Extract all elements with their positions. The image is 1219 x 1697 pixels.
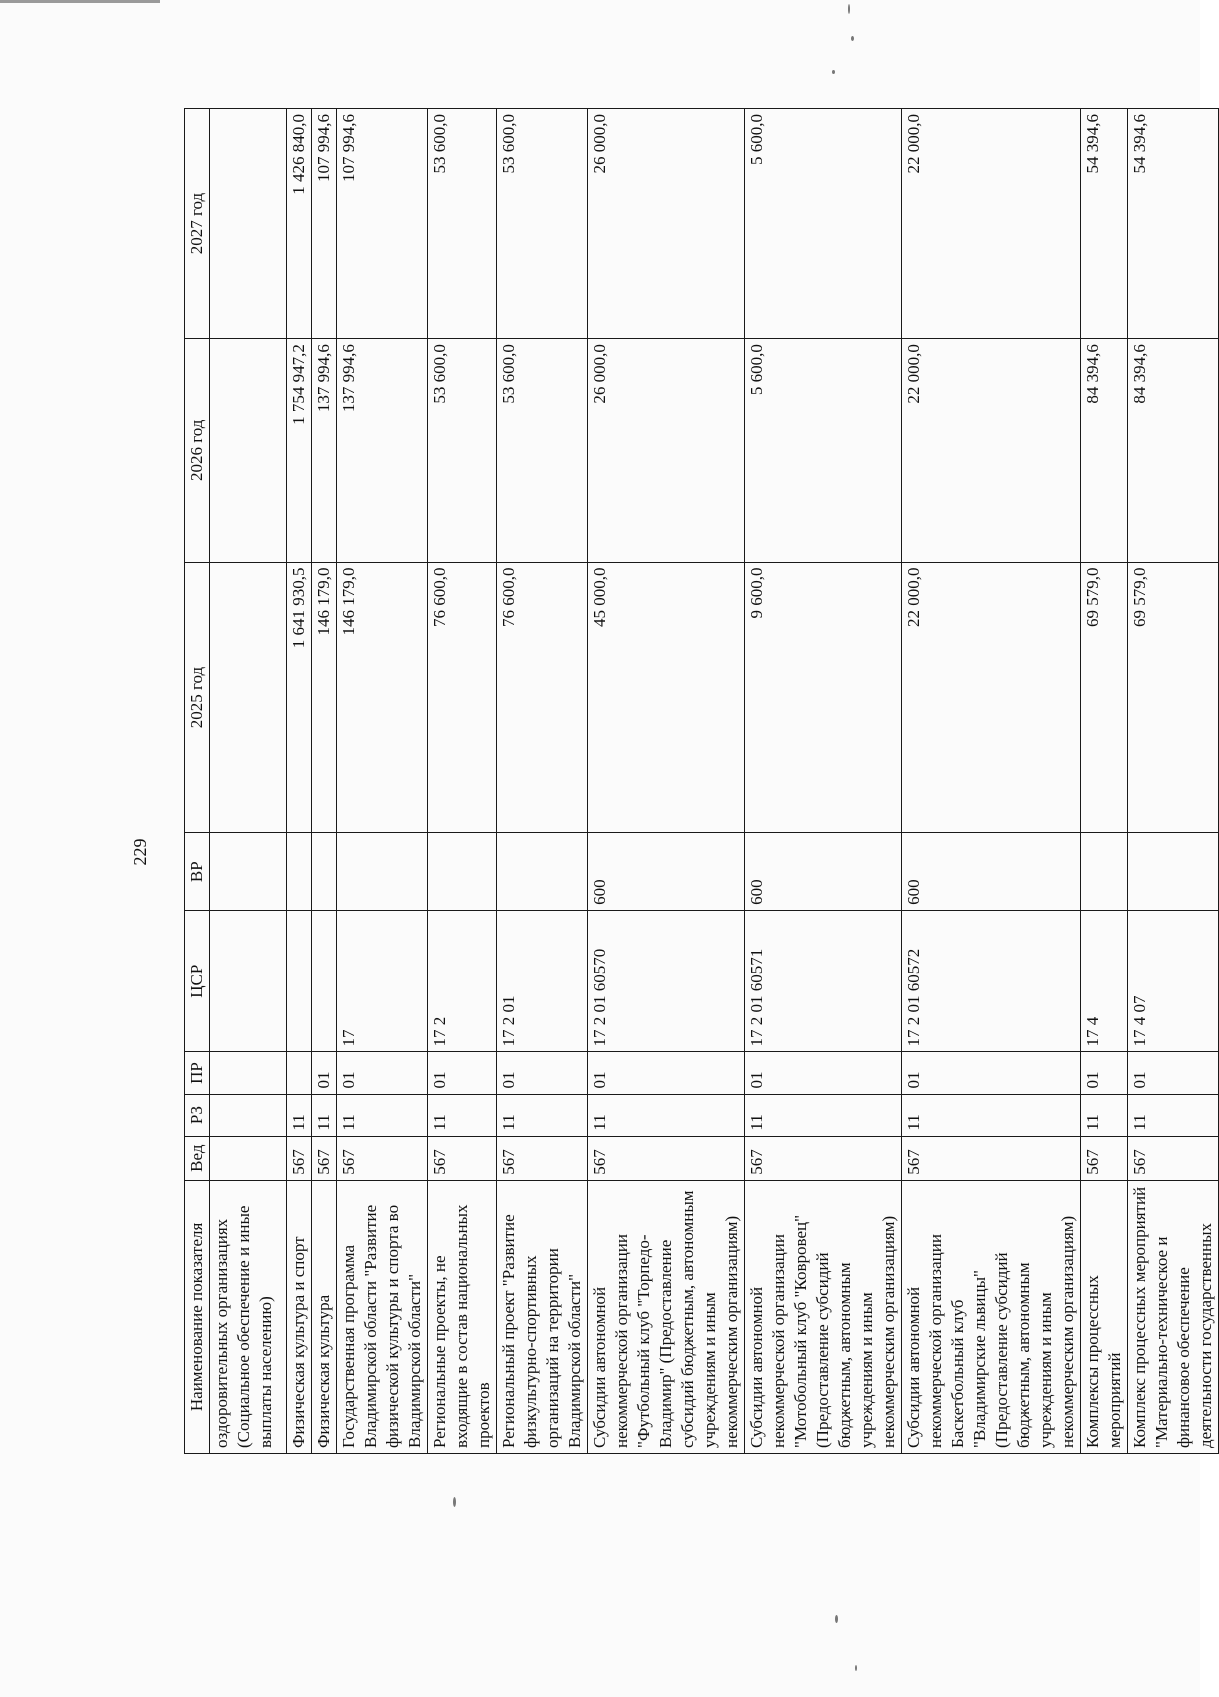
cell-rz: 11 — [497, 1094, 588, 1136]
cell-name: Субсидии автономной некоммерческой организации "Мотобольный клуб "Ковровец" (Предоставление субсидий бюджетным, автономным учреждениям и иным некоммерческим организациям) — [745, 1180, 902, 1453]
cell-ved: 567 — [588, 1136, 745, 1180]
cell-csr: 17 2 — [428, 910, 497, 1052]
cell-ved: 567 — [902, 1136, 1081, 1180]
cell-y2027 — [210, 109, 287, 339]
cell-name: Государственная программа Владимирской области "Развитие физической культуры и спорта во Владимирской области" — [337, 1180, 428, 1453]
cell-y2027: 26 000,0 — [588, 109, 745, 339]
cell-y2027: 54 394,6 — [1128, 109, 1219, 339]
cell-y2025: 146 179,0 — [337, 562, 428, 833]
cell-y2026: 5 600,0 — [745, 339, 902, 562]
cell-pr: 01 — [428, 1052, 497, 1094]
cell-csr: 17 2 01 60572 — [902, 910, 1081, 1052]
cell-vr: 600 — [588, 833, 745, 910]
cell-y2027: 107 994,6 — [337, 109, 428, 339]
cell-y2026: 53 600,0 — [497, 339, 588, 562]
cell-vr — [337, 833, 428, 910]
table-row — [1081, 109, 1128, 1454]
cell-pr: 01 — [745, 1052, 902, 1094]
scan-edge-line — [0, 0, 160, 3]
cell-y2026: 22 000,0 — [902, 339, 1081, 562]
cell-y2026: 53 600,0 — [428, 339, 497, 562]
cell-y2025: 22 000,0 — [902, 562, 1081, 833]
table-row — [337, 109, 428, 1454]
table-row — [902, 109, 1081, 1454]
table-row — [287, 109, 312, 1454]
cell-y2027: 53 600,0 — [497, 109, 588, 339]
table-row — [588, 109, 745, 1454]
cell-ved: 567 — [428, 1136, 497, 1180]
cell-pr — [287, 1052, 312, 1094]
cell-y2027: 1 426 840,0 — [287, 109, 312, 339]
cell-vr — [287, 833, 312, 910]
cell-ved: 567 — [287, 1136, 312, 1180]
table-row — [1128, 109, 1219, 1454]
cell-y2027: 5 600,0 — [745, 109, 902, 339]
cell-name: Региональные проекты, не входящие в состав национальных проектов — [428, 1180, 497, 1453]
table-row — [312, 109, 337, 1454]
cell-ved — [210, 1136, 287, 1180]
budget-table-container — [184, 108, 1215, 1454]
table-row — [745, 109, 902, 1454]
table-row — [428, 109, 497, 1454]
scan-speck — [851, 36, 854, 41]
cell-y2025: 146 179,0 — [312, 562, 337, 833]
cell-csr — [287, 910, 312, 1052]
cell-rz: 11 — [1081, 1094, 1128, 1136]
header-vr: ВР — [185, 833, 210, 910]
table-row — [210, 109, 287, 1454]
cell-ved: 567 — [337, 1136, 428, 1180]
cell-name: Субсидии автономной некоммерческой организации "Футбольный клуб "Торпедо-Владимир" (Предоставление субсидий бюджетным, автономным учреждениям и иным некоммерческим организациям) — [588, 1180, 745, 1453]
cell-y2025: 76 600,0 — [428, 562, 497, 833]
cell-y2025: 9 600,0 — [745, 562, 902, 833]
cell-y2026: 137 994,6 — [337, 339, 428, 562]
cell-csr — [210, 910, 287, 1052]
page-number: 229 — [130, 838, 150, 866]
cell-name: Комплексы процессных мероприятий — [1081, 1180, 1128, 1453]
cell-y2027: 54 394,6 — [1081, 109, 1128, 339]
cell-vr — [1128, 833, 1219, 910]
cell-rz: 11 — [312, 1094, 337, 1136]
header-rz: РЗ — [185, 1094, 210, 1136]
cell-rz: 11 — [287, 1094, 312, 1136]
budget-table — [184, 108, 1219, 1454]
cell-csr: 17 2 01 60571 — [745, 910, 902, 1052]
cell-vr — [210, 833, 287, 910]
cell-vr — [312, 833, 337, 910]
cell-name: Субсидии автономной некоммерческой организации Баскетбольный клуб "Владимирские львицы" (Предоставление субсидий бюджетным, автономным учреждениям и иным некоммерческим организациям) — [902, 1180, 1081, 1453]
cell-pr: 01 — [1081, 1052, 1128, 1094]
cell-rz: 11 — [337, 1094, 428, 1136]
cell-pr: 01 — [337, 1052, 428, 1094]
table-row — [497, 109, 588, 1454]
cell-rz: 11 — [588, 1094, 745, 1136]
cell-y2025: 76 600,0 — [497, 562, 588, 833]
cell-name: оздоровительных организациях (Социальное обеспечение и иные выплаты населению) — [210, 1180, 287, 1453]
cell-csr: 17 2 01 60570 — [588, 910, 745, 1052]
header-2026: 2026 год — [185, 339, 210, 562]
cell-name: Физическая культура и спорт — [287, 1180, 312, 1453]
cell-rz — [210, 1094, 287, 1136]
scan-speck — [835, 1615, 838, 1623]
cell-ved: 567 — [1081, 1136, 1128, 1180]
cell-csr: 17 4 07 — [1128, 910, 1219, 1052]
cell-y2026: 1 754 947,2 — [287, 339, 312, 562]
cell-y2026: 84 394,6 — [1081, 339, 1128, 562]
cell-vr — [1081, 833, 1128, 910]
cell-y2025 — [210, 562, 287, 833]
cell-y2025: 69 579,0 — [1081, 562, 1128, 833]
cell-y2025: 69 579,0 — [1128, 562, 1219, 833]
cell-pr: 01 — [588, 1052, 745, 1094]
cell-y2027: 107 994,6 — [312, 109, 337, 339]
table-header-row — [185, 109, 210, 1454]
cell-y2025: 1 641 930,5 — [287, 562, 312, 833]
cell-y2025: 45 000,0 — [588, 562, 745, 833]
cell-rz: 11 — [745, 1094, 902, 1136]
cell-name: Комплекс процессных мероприятий "Материально-техническое и финансовое обеспечение деятельности государственных — [1128, 1180, 1219, 1453]
table-body — [210, 109, 1219, 1454]
cell-rz: 11 — [428, 1094, 497, 1136]
header-2025: 2025 год — [185, 562, 210, 833]
scan-speck — [832, 70, 835, 74]
cell-pr: 01 — [312, 1052, 337, 1094]
cell-rz: 11 — [902, 1094, 1081, 1136]
cell-pr: 01 — [902, 1052, 1081, 1094]
header-ved: Вед — [185, 1136, 210, 1180]
cell-vr: 600 — [902, 833, 1081, 910]
cell-csr: 17 2 01 — [497, 910, 588, 1052]
header-name: Наименование показателя — [185, 1180, 210, 1453]
cell-csr: 17 — [337, 910, 428, 1052]
cell-pr: 01 — [497, 1052, 588, 1094]
scan-speck — [453, 1497, 456, 1507]
cell-y2026: 137 994,6 — [312, 339, 337, 562]
cell-y2027: 53 600,0 — [428, 109, 497, 339]
header-2027: 2027 год — [185, 109, 210, 339]
scan-speck — [848, 4, 850, 14]
cell-csr — [312, 910, 337, 1052]
cell-ved: 567 — [745, 1136, 902, 1180]
cell-ved: 567 — [312, 1136, 337, 1180]
scan-speck — [855, 1665, 857, 1671]
header-pr: ПР — [185, 1052, 210, 1094]
cell-name: Физическая культура — [312, 1180, 337, 1453]
cell-ved: 567 — [1128, 1136, 1219, 1180]
cell-name: Региональный проект "Развитие физкультурно-спортивных организаций на территории Владимирской области" — [497, 1180, 588, 1453]
cell-vr: 600 — [745, 833, 902, 910]
cell-rz: 11 — [1128, 1094, 1219, 1136]
cell-pr: 01 — [1128, 1052, 1219, 1094]
cell-y2026: 26 000,0 — [588, 339, 745, 562]
cell-y2027: 22 000,0 — [902, 109, 1081, 339]
cell-y2026: 84 394,6 — [1128, 339, 1219, 562]
cell-pr — [210, 1052, 287, 1094]
header-csr: ЦСР — [185, 910, 210, 1052]
cell-csr: 17 4 — [1081, 910, 1128, 1052]
cell-ved: 567 — [497, 1136, 588, 1180]
cell-vr — [497, 833, 588, 910]
cell-vr — [428, 833, 497, 910]
cell-y2026 — [210, 339, 287, 562]
